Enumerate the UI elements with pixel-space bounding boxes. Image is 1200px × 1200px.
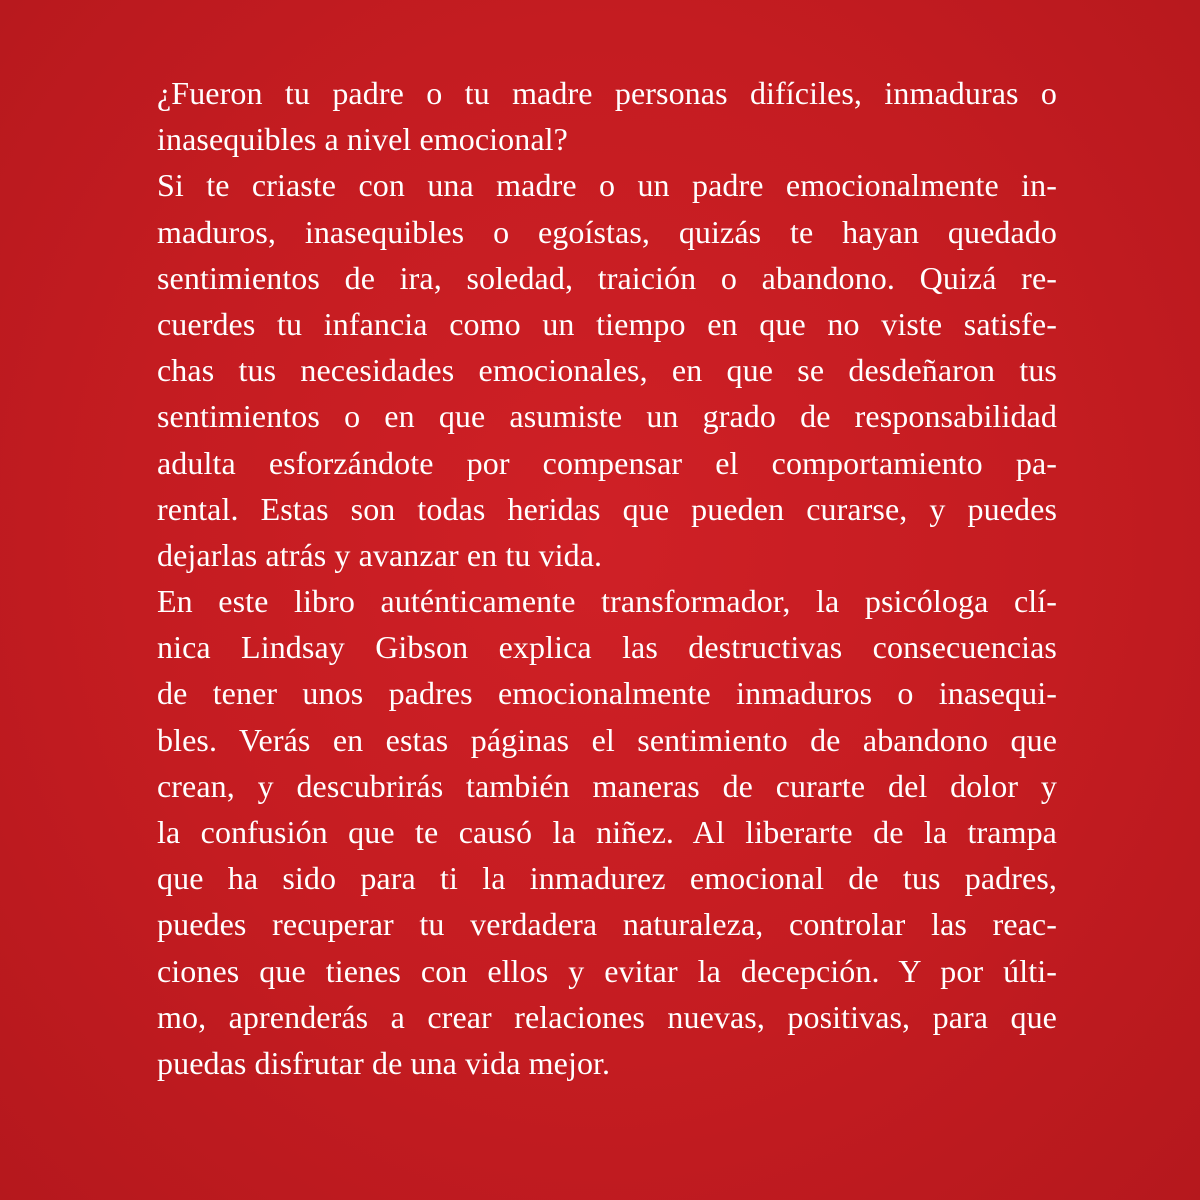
text-line: bles. Verás en estas páginas el sentimiento de abandono que <box>157 721 1057 758</box>
blurb-text <box>157 70 1057 1086</box>
text-line: sentimientos o en que asumiste un grado de responsabilidad <box>157 398 1057 435</box>
text-line: puedes recuperar tu verdadera naturaleza, controlar las reac- <box>157 906 1057 943</box>
text-line: chas tus necesidades emocionales, en que se desdeñaron tus <box>157 352 1057 389</box>
text-line: crean, y descubrirás también maneras de curarte del dolor y <box>157 767 1057 804</box>
text-line: ciones que tienes con ellos y evitar la decepción. Y por últi- <box>157 952 1057 989</box>
paragraph-book-summary <box>157 578 1057 1086</box>
text-line: rental. Estas son todas heridas que pueden curarse, y puedes <box>157 490 1057 527</box>
text-line: En este libro auténticamente transformador, la psicóloga clí- <box>157 583 1057 620</box>
text-line: sentimientos de ira, soledad, traición o abandono. Quizá re- <box>157 259 1057 296</box>
text-line: mo, aprenderás a crear relaciones nuevas, positivas, para que <box>157 998 1057 1035</box>
text-line: Si te criaste con una madre o un padre emocionalmente in- <box>157 167 1057 204</box>
text-line: ¿Fueron tu padre o tu madre personas difíciles, inmaduras o <box>157 75 1057 111</box>
paragraph-description <box>157 162 1057 578</box>
text-line: puedas disfrutar de una vida mejor. <box>157 1044 611 1081</box>
text-line: cuerdes tu infancia como un tiempo en que no viste satisfe- <box>157 305 1057 342</box>
text-line: adulta esforzándote por compensar el comportamiento pa- <box>157 444 1057 481</box>
text-line: dejarlas atrás y avanzar en tu vida. <box>157 536 603 573</box>
paragraph-intro-question <box>157 70 1057 162</box>
text-line: maduros, inasequibles o egoístas, quizás te hayan quedado <box>157 213 1057 250</box>
text-line: nica Lindsay Gibson explica las destructivas consecuencias <box>157 629 1057 666</box>
text-line: que ha sido para ti la inmadurez emocional de tus padres, <box>157 860 1057 897</box>
text-line: la confusión que te causó la niñez. Al liberarte de la trampa <box>157 814 1057 850</box>
text-line: inasequibles a nivel emocional? <box>157 121 568 158</box>
text-line: de tener unos padres emocionalmente inmaduros o inasequi- <box>157 675 1057 712</box>
